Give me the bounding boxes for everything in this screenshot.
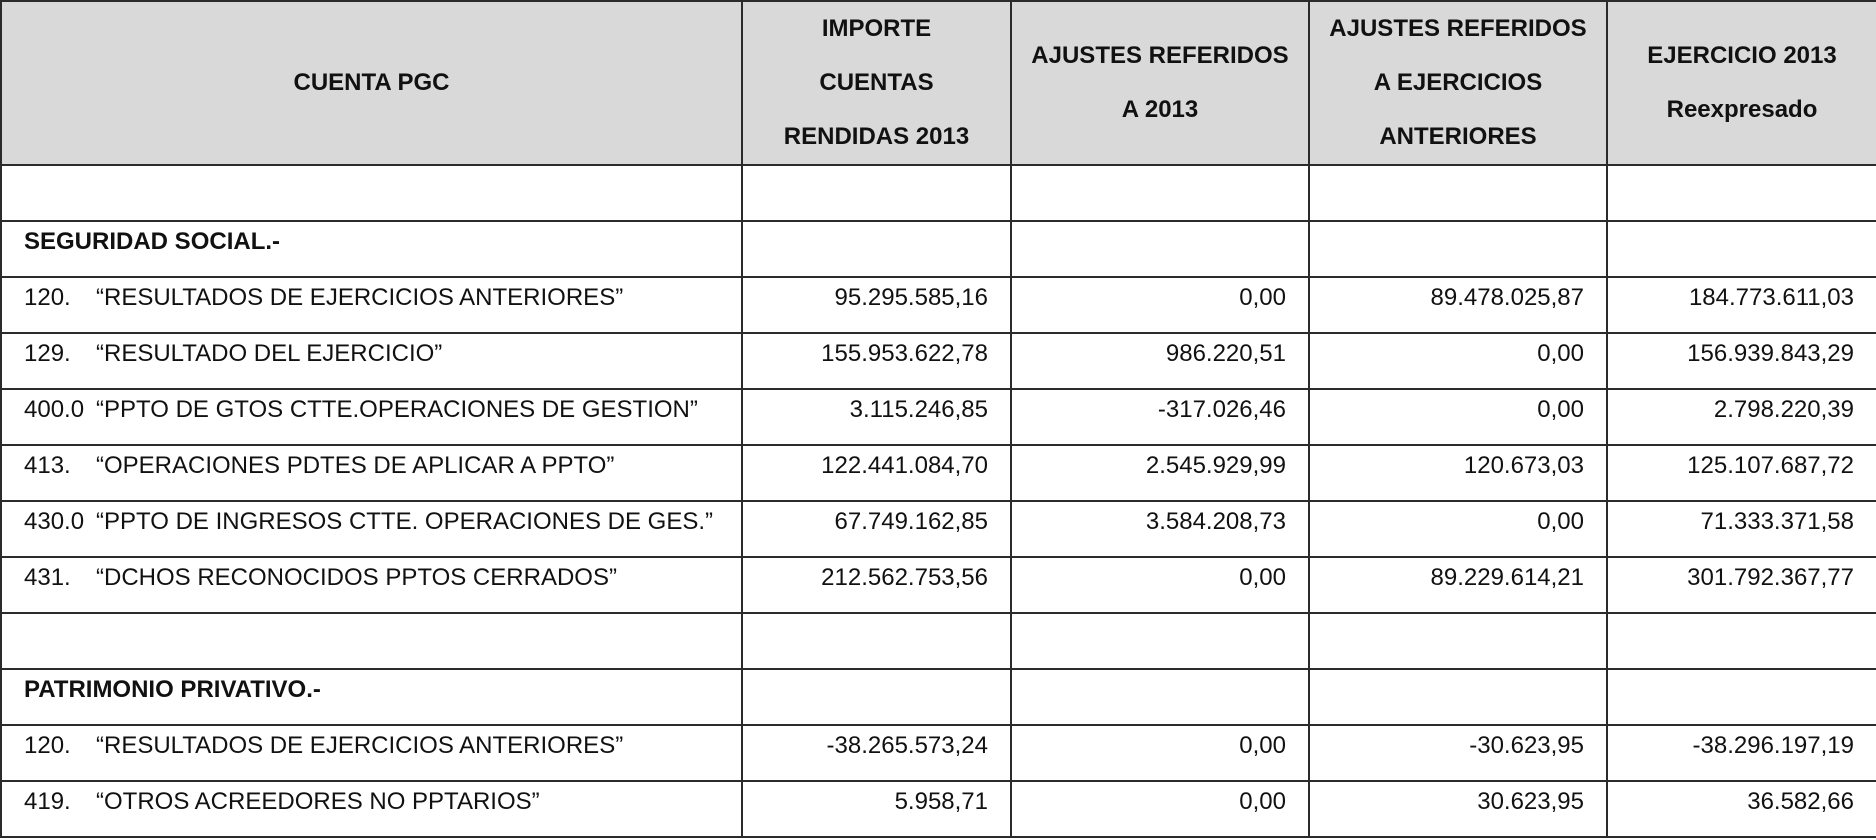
empty-cell [1, 165, 742, 221]
account-code: 400.0 [24, 396, 85, 423]
ejercicio-reexpresado-cell: 71.333.371,58 [1607, 501, 1876, 557]
header-line: AJUSTES REFERIDOS [1329, 15, 1587, 42]
ajustes-anteriores-cell: 89.229.614,21 [1309, 557, 1607, 613]
account-description: “PPTO DE INGRESOS CTTE. OPERACIONES DE GES.” [96, 508, 713, 535]
importe-cuentas-rendidas-cell: 3.115.246,85 [742, 389, 1011, 445]
header-line: Reexpresado [1666, 96, 1818, 123]
section-title: PATRIMONIO PRIVATIVO.- [1, 669, 742, 725]
importe-cuentas-rendidas-cell: 122.441.084,70 [742, 445, 1011, 501]
importe-cuentas-rendidas-cell: -38.265.573,24 [742, 725, 1011, 781]
empty-cell [742, 165, 1011, 221]
ajustes-2013-cell: 0,00 [1011, 781, 1309, 837]
header-importe-cuentas-rendidas [742, 1, 1011, 165]
empty-cell [1, 613, 742, 669]
importe-cuentas-rendidas-cell: 95.295.585,16 [742, 277, 1011, 333]
table-body [1, 165, 1876, 837]
ejercicio-reexpresado-cell: 2.798.220,39 [1607, 389, 1876, 445]
account-description: “OTROS ACREEDORES NO PPTARIOS” [96, 788, 540, 815]
empty-cell [1011, 221, 1309, 277]
ejercicio-reexpresado-cell: 125.107.687,72 [1607, 445, 1876, 501]
account-code: 419. [24, 788, 71, 815]
empty-cell [1309, 669, 1607, 725]
header-line: IMPORTE [821, 15, 932, 42]
ejercicio-reexpresado-cell: 184.773.611,03 [1607, 277, 1876, 333]
section-title: SEGURIDAD SOCIAL.- [1, 221, 742, 277]
ejercicio-reexpresado-cell: 36.582,66 [1607, 781, 1876, 837]
blank-row [1, 165, 1876, 221]
ejercicio-reexpresado-cell: -38.296.197,19 [1607, 725, 1876, 781]
table-row [1, 557, 1876, 613]
header-ejercicio-reexpresado [1607, 1, 1876, 165]
header-cuenta-pgc [1, 1, 742, 165]
table-row [1, 501, 1876, 557]
header-ajustes-2013 [1011, 1, 1309, 165]
account-code: 120. [24, 732, 71, 759]
ejercicio-reexpresado-cell: 156.939.843,29 [1607, 333, 1876, 389]
ajustes-2013-cell: 0,00 [1011, 725, 1309, 781]
importe-cuentas-rendidas-cell: 155.953.622,78 [742, 333, 1011, 389]
account-cell [1, 725, 742, 781]
empty-cell [1309, 165, 1607, 221]
header-line: A EJERCICIOS [1373, 69, 1543, 96]
header-ajustes-anteriores [1309, 1, 1607, 165]
table-row [1, 781, 1876, 837]
ajustes-2013-cell: 2.545.929,99 [1011, 445, 1309, 501]
account-cell [1, 333, 742, 389]
account-description: “RESULTADOS DE EJERCICIOS ANTERIORES” [96, 732, 624, 759]
section-row [1, 669, 1876, 725]
section-row [1, 221, 1876, 277]
header-line: EJERCICIO 2013 [1647, 42, 1837, 69]
ajustes-anteriores-cell: 0,00 [1309, 501, 1607, 557]
empty-cell [1011, 669, 1309, 725]
empty-cell [1309, 613, 1607, 669]
ajustes-anteriores-cell: 89.478.025,87 [1309, 277, 1607, 333]
account-description: “RESULTADOS DE EJERCICIOS ANTERIORES” [96, 284, 624, 311]
account-cell [1, 277, 742, 333]
empty-cell [1607, 669, 1876, 725]
empty-cell [742, 613, 1011, 669]
header-line: RENDIDAS 2013 [783, 123, 970, 150]
header-line: AJUSTES REFERIDOS [1031, 42, 1289, 69]
account-cell [1, 781, 742, 837]
ajustes-2013-cell: -317.026,46 [1011, 389, 1309, 445]
account-cell [1, 501, 742, 557]
empty-cell [742, 221, 1011, 277]
ajustes-2013-cell: 3.584.208,73 [1011, 501, 1309, 557]
empty-cell [1011, 165, 1309, 221]
header-line: A 2013 [1121, 96, 1199, 123]
ejercicio-reexpresado-cell: 301.792.367,77 [1607, 557, 1876, 613]
account-description: “PPTO DE GTOS CTTE.OPERACIONES DE GESTION” [96, 396, 698, 423]
importe-cuentas-rendidas-cell: 5.958,71 [742, 781, 1011, 837]
table-row [1, 277, 1876, 333]
ajustes-2013-cell: 0,00 [1011, 557, 1309, 613]
ajustes-2013-cell: 0,00 [1011, 277, 1309, 333]
account-code: 430.0 [24, 508, 85, 535]
empty-cell [1607, 221, 1876, 277]
empty-cell [1011, 613, 1309, 669]
header-line: CUENTA PGC [293, 69, 450, 96]
ajustes-2013-cell: 986.220,51 [1011, 333, 1309, 389]
account-code: 129. [24, 340, 71, 367]
importe-cuentas-rendidas-cell: 67.749.162,85 [742, 501, 1011, 557]
importe-cuentas-rendidas-cell: 212.562.753,56 [742, 557, 1011, 613]
header-line: ANTERIORES [1379, 123, 1537, 150]
account-cell [1, 445, 742, 501]
account-code: 431. [24, 564, 71, 591]
ajustes-anteriores-cell: 0,00 [1309, 333, 1607, 389]
empty-cell [742, 669, 1011, 725]
ajustes-anteriores-cell: 0,00 [1309, 389, 1607, 445]
ajustes-anteriores-cell: 120.673,03 [1309, 445, 1607, 501]
account-code: 413. [24, 452, 71, 479]
table-row [1, 389, 1876, 445]
account-cell [1, 389, 742, 445]
header-row [1, 1, 1876, 165]
blank-row [1, 613, 1876, 669]
empty-cell [1607, 613, 1876, 669]
empty-cell [1607, 165, 1876, 221]
account-description: “RESULTADO DEL EJERCICIO” [96, 340, 443, 367]
table-row [1, 333, 1876, 389]
table-row [1, 445, 1876, 501]
account-description: “DCHOS RECONOCIDOS PPTOS CERRADOS” [96, 564, 617, 591]
ajustes-anteriores-cell: -30.623,95 [1309, 725, 1607, 781]
account-cell [1, 557, 742, 613]
table-row [1, 725, 1876, 781]
account-code: 120. [24, 284, 71, 311]
ajustes-anteriores-cell: 30.623,95 [1309, 781, 1607, 837]
account-description: “OPERACIONES PDTES DE APLICAR A PPTO” [96, 452, 615, 479]
header-line: CUENTAS [819, 69, 934, 96]
empty-cell [1309, 221, 1607, 277]
